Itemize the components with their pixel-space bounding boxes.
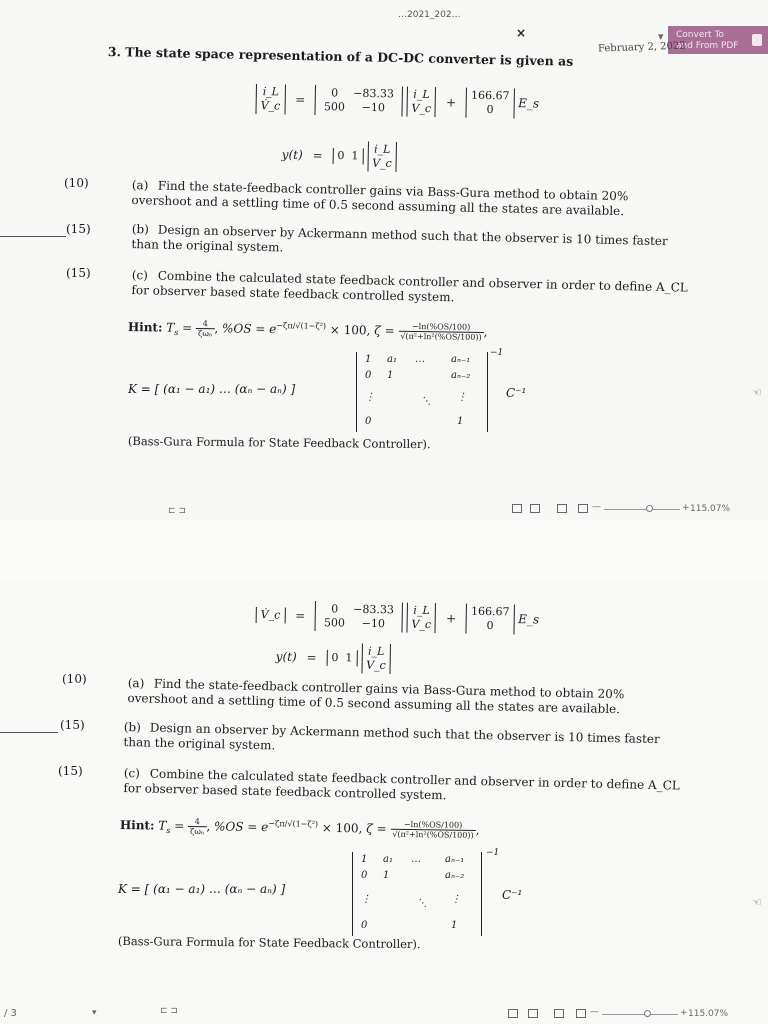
- dropdown-arrow-icon[interactable]: ▾: [658, 30, 664, 43]
- a-matrix-partial: 0 −83.33 500 −10: [315, 601, 403, 633]
- continuous-page-icon[interactable]: [530, 504, 540, 513]
- output-lhs: y(t): [281, 147, 303, 162]
- state-derivative-vector-partial: V̇_c: [256, 607, 286, 624]
- hint-line: Hint: $T_s$ = $\frac{4}{\text{ζωₙ}}$ , $\%OS = e^{-\zeta\pi/√(1-\zeta^2)} \times 100$, ζ = $\frac{-\ln(\%OS/100)}{\text{√(π²+ln²(\%OS/100))}}$ ,: [127, 319, 488, 342]
- part-a-bottom: (a) Find the state-feedback controller gains via Bass-Gura method to obtain 20% overshoot and a settling time of 0.5 second assuming all the states are available.: [127, 676, 625, 717]
- single-page-icon[interactable]: [512, 504, 522, 513]
- sidebar-toggle-icon-bottom[interactable]: ⊏ ⊐: [160, 1006, 178, 1016]
- formula-caption-bottom: (Bass-Gura Formula for State Feedback Controller).: [117, 934, 421, 952]
- formula-caption: (Bass-Gura Formula for State Feedback Controller).: [127, 434, 431, 452]
- input-symbol: E_s: [518, 96, 540, 111]
- zoom-level[interactable]: 115.07%: [690, 504, 731, 514]
- output-equation: y(t) = 0 1 i_L V_c: [281, 140, 397, 172]
- single-page-icon-bottom[interactable]: [508, 1009, 518, 1018]
- c-matrix-bottom: 0 1: [326, 650, 357, 667]
- two-page-icon-bottom[interactable]: [554, 1009, 564, 1018]
- zoom-slider-bottom[interactable]: [602, 1014, 678, 1015]
- close-icon[interactable]: ×: [516, 26, 527, 40]
- k-lhs-bottom: K = [ (α₁ − a₁) … (αₙ − aₙ) ]: [118, 882, 286, 896]
- state-equation: i̇_L V̇_c = 0 −83.33 500 −10 i_L V_c + 166.67 0 E_s: [255, 84, 539, 119]
- points-a-bottom: (10): [62, 672, 87, 686]
- two-page-continuous-icon-bottom[interactable]: [576, 1009, 586, 1018]
- points-c: (15): [66, 266, 91, 280]
- part-c-bottom: (c) Combine the calculated state feedback controller and observer in order to define A_CL for observer based state feedback controlled system.: [123, 766, 680, 803]
- hint-line-bottom: Hint: $T_s$ = $\frac{4}{\text{ζωₙ}}$ , $\%OS = e^{-\zeta\pi/√(1-\zeta^2)} \times 100$, ζ = $\frac{-\ln(\%OS/100)}{\text{√(π²+ln²(\%OS/100))}}$ ,: [119, 817, 480, 840]
- bass-gura-formula: [128, 382, 295, 396]
- inverse-superscript: −1: [490, 348, 504, 358]
- zoom-in-button[interactable]: +: [682, 503, 690, 513]
- part-c: (c) Combine the calculated state feedback controller and observer in order to define A_CL for observer based state feedback controlled system.: [131, 268, 688, 305]
- zoom-out-button[interactable]: —: [592, 502, 601, 512]
- pdf-icon: [752, 34, 762, 46]
- document-page-bottom: [0, 580, 768, 1024]
- points-b: (15): [66, 222, 91, 236]
- c-inverse: C⁻¹: [506, 386, 527, 400]
- hint-label: Hint:: [127, 319, 163, 335]
- output-equation-bottom: y(t) = 0 1 i_L V_c: [275, 642, 391, 674]
- inverse-superscript-bottom: −1: [486, 848, 500, 858]
- hint-label-bottom: Hint:: [119, 817, 155, 833]
- zoom-out-button-bottom[interactable]: —: [590, 1007, 599, 1017]
- sidebar-toggle-icon[interactable]: ⊏ ⊐: [168, 506, 186, 516]
- bass-gura-formula-bottom: [118, 882, 285, 896]
- state-vector-output: i_L V_c: [367, 141, 397, 172]
- divider-line: [0, 236, 66, 237]
- zoom-slider[interactable]: [604, 509, 680, 510]
- document-date: February 2, 2022: [597, 40, 686, 55]
- part-b: (b) Design an observer by Ackermann method such that the observer is 10 times faster than the original system.: [131, 222, 668, 255]
- b-matrix-partial: 166.67 0: [466, 604, 515, 635]
- continuous-page-icon-bottom[interactable]: [528, 1009, 538, 1018]
- zoom-slider-thumb-bottom[interactable]: [644, 1010, 651, 1017]
- two-page-continuous-icon[interactable]: [578, 504, 588, 513]
- page-dropdown-icon[interactable]: ▾: [92, 1008, 97, 1018]
- c-inverse-bottom: C⁻¹: [502, 888, 523, 902]
- a-matrix: 0 −83.33 500 −10: [315, 85, 403, 117]
- convert-label-1: Convert To: [676, 30, 724, 40]
- points-a: (10): [64, 176, 89, 190]
- points-c-bottom: (15): [58, 764, 83, 778]
- zoom-level-bottom[interactable]: 115.07%: [688, 1009, 729, 1019]
- part-b-bottom: (b) Design an observer by Ackermann method such that the observer is 10 times faster than the original system.: [123, 720, 660, 753]
- hand-tool-icon[interactable]: ☜: [752, 386, 762, 399]
- state-vector: i_L V_c: [406, 87, 436, 118]
- convert-label-2: and From PDF: [676, 41, 739, 51]
- divider-line-bottom: [0, 732, 58, 733]
- hand-tool-icon-bottom[interactable]: ☜: [752, 896, 762, 909]
- state-vector-bottom: i_L V_c: [361, 643, 391, 674]
- k-matrix-bottom: 1 a₁ … aₙ₋₁ 0 1 aₙ₋₂ ⋮ ⋱ ⋮ 0 1: [352, 852, 482, 936]
- tab-title[interactable]: …2021_202…: [398, 10, 461, 20]
- page-separator: [0, 520, 768, 580]
- b-matrix: 166.67 0: [466, 88, 515, 119]
- k-lhs: K = [ (α₁ − a₁) … (αₙ − aₙ) ]: [128, 382, 296, 396]
- state-equation-partial: V̇_c = 0 −83.33 500 −10 i_L V_c + 166.67 0 E_s: [255, 600, 539, 635]
- output-lhs-bottom: y(t): [275, 649, 297, 664]
- state-vector-partial: i_L V_c: [406, 603, 436, 634]
- two-page-icon[interactable]: [557, 504, 567, 513]
- points-b-bottom: (15): [60, 718, 85, 732]
- zoom-slider-thumb[interactable]: [646, 505, 653, 512]
- page-indicator[interactable]: / 3: [4, 1008, 17, 1019]
- zoom-in-button-bottom[interactable]: +: [680, 1008, 688, 1018]
- input-symbol-partial: E_s: [518, 612, 540, 627]
- k-matrix: 1 a₁ … aₙ₋₁ 0 1 aₙ₋₂ ⋮ ⋱ ⋮ 0 1: [356, 352, 488, 432]
- part-a: (a) Find the state-feedback controller gains via Bass-Gura method to obtain 20% overshoot and a settling time of 0.5 second assuming all the states are available.: [131, 178, 629, 219]
- question-header: 3. The state space representation of a DC-DC converter is given as: [107, 44, 574, 69]
- state-derivative-vector: i̇_L V̇_c: [255, 84, 285, 115]
- c-matrix: 0 1: [332, 148, 363, 165]
